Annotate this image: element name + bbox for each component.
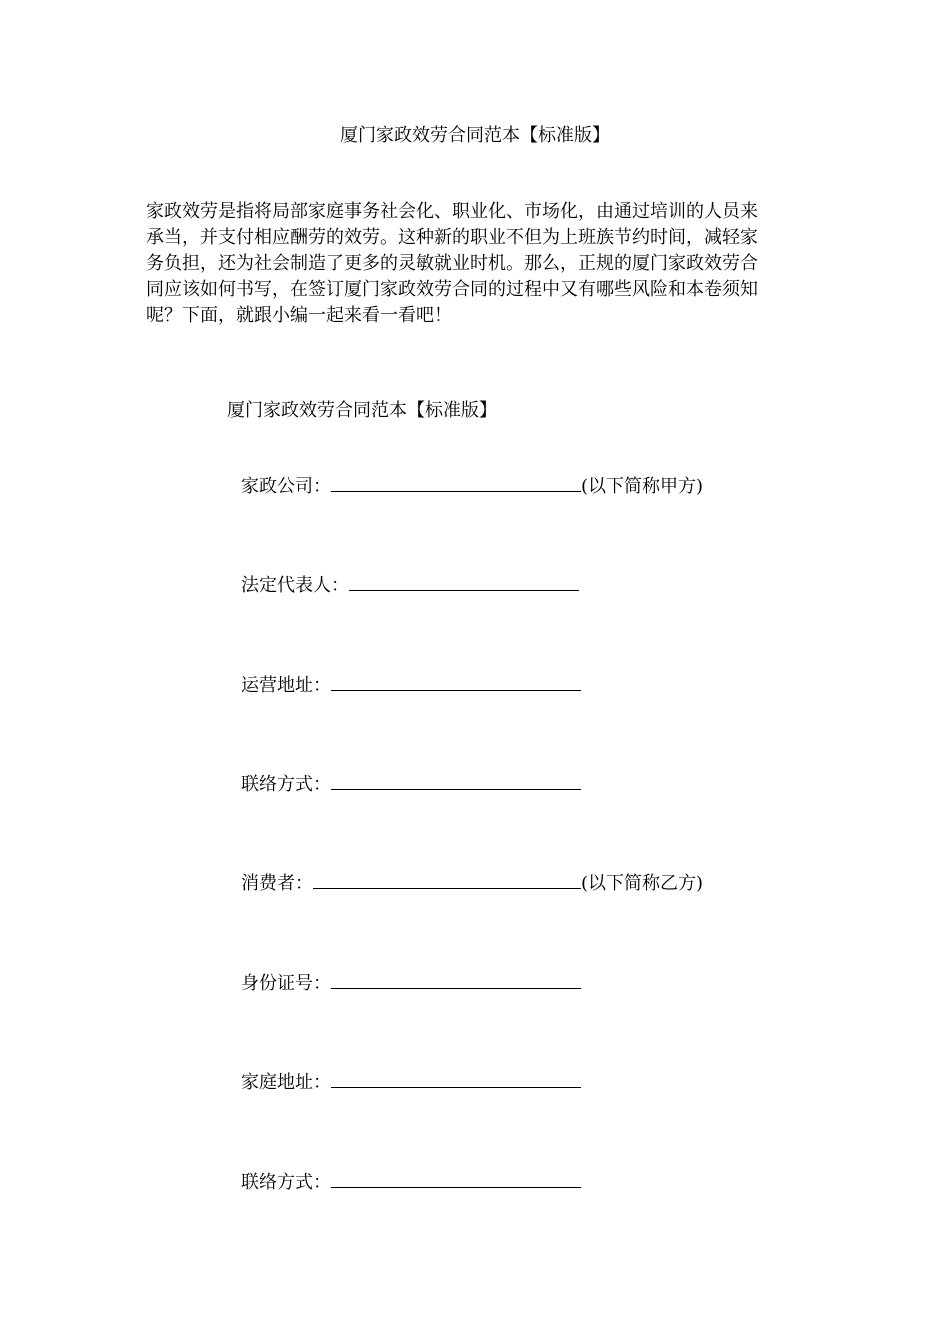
fill-in-blank [331, 1071, 581, 1088]
intro-line: 务负担，还为社会制造了更多的灵敏就业时机。那么，正规的厦门家政效劳合 [146, 253, 758, 274]
fill-in-blank [313, 872, 581, 889]
field-suffix: (以下简称甲方) [581, 476, 704, 497]
fill-in-blank [331, 1171, 581, 1188]
field-label: 消费者： [241, 873, 313, 894]
intro-line: 家政效劳是指将局部家庭事务社会化、职业化、市场化，由通过培训的人员来 [146, 201, 758, 222]
fill-in-blank [331, 475, 581, 492]
fill-in-blank [331, 674, 581, 691]
field-label: 家庭地址： [241, 1072, 331, 1093]
field-label: 联络方式： [241, 1172, 331, 1193]
field-label: 家政公司： [241, 476, 331, 497]
intro-line: 承当，并支付相应酬劳的效劳。这种新的职业不但为上班族节约时间，减轻家 [146, 227, 758, 248]
field-consumer [241, 872, 703, 896]
field-household-company [241, 475, 703, 499]
intro-line: 同应该如何书写，在签订厦门家政效劳合同的过程中又有哪些风险和本卷须知 [146, 279, 758, 300]
field-business-address [241, 674, 581, 698]
field-contact-a [241, 773, 581, 797]
field-contact-b [241, 1171, 581, 1195]
field-label: 身份证号： [241, 973, 331, 994]
intro-line: 呢？下面，就跟小编一起来看一看吧！ [146, 305, 452, 326]
field-legal-representative [241, 574, 579, 598]
field-suffix: (以下简称乙方) [581, 873, 704, 894]
document-title: 厦门家政效劳合同范本【标准版】 [340, 125, 610, 146]
field-label: 运营地址： [241, 675, 331, 696]
field-label: 法定代表人： [241, 575, 349, 596]
section-title: 厦门家政效劳合同范本【标准版】 [227, 400, 497, 421]
field-id-number [241, 972, 581, 996]
fill-in-blank [331, 773, 581, 790]
fill-in-blank [331, 972, 581, 989]
field-home-address [241, 1071, 581, 1095]
intro-paragraph [146, 199, 806, 329]
field-label: 联络方式： [241, 774, 331, 795]
fill-in-blank [349, 574, 579, 591]
